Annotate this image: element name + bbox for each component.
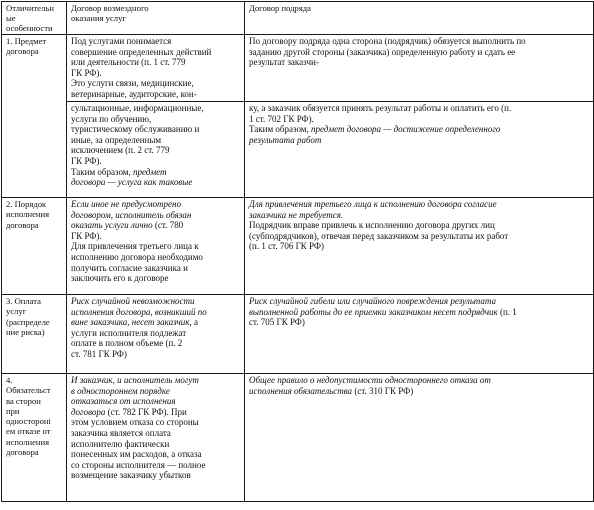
- cell-line: исполнению договора необходимо: [71, 251, 203, 262]
- cell-line-italic: договора — услуга как таковые: [71, 177, 193, 188]
- cell-work-subject-bottom: [245, 102, 594, 198]
- cell-line: Под услугами понимается: [71, 36, 172, 46]
- cell-line: ГК РФ).: [71, 67, 102, 78]
- table-row: [2, 295, 594, 374]
- row-label-subject: [2, 35, 67, 198]
- row-label-unilateral-refusal: [2, 374, 67, 502]
- cell-line: ст. 705 ГК РФ): [249, 317, 305, 328]
- cell-line: ГК РФ).: [71, 155, 102, 166]
- cell-line: туристическому обслуживанию и: [71, 124, 200, 135]
- cell-line: [71, 317, 241, 328]
- comparison-table: [1, 1, 594, 502]
- cell-line-italic: заказчика не требуется.: [249, 209, 344, 220]
- cell-line: исключением (п. 2 ст. 779: [71, 145, 170, 156]
- row-label-line: исполнения: [6, 436, 50, 447]
- cell-text: (ст. 310 ГК РФ): [352, 385, 414, 396]
- cell-line-italic: в одностороннем порядке: [71, 385, 170, 396]
- header-work-line: Договор подряда: [249, 3, 311, 13]
- cell-text: Таким образом,: [249, 124, 312, 135]
- cell-line: сультационные, информационные,: [71, 103, 204, 113]
- cell-text-italic: исполнения обязательства: [249, 385, 353, 396]
- row-label-line: 2. Порядок: [6, 199, 47, 209]
- cell-line: результат заказчи-: [249, 57, 319, 68]
- cell-text-italic: оказать услуги лично: [71, 220, 153, 231]
- cell-line: этом условием отказа со стороны: [71, 417, 199, 428]
- cell-line-italic: И заказчик, и исполнитель могут: [71, 375, 199, 385]
- table-row: [2, 198, 594, 295]
- cell-line: ку, а заказчик обязуется принять результат работы и оплатить его (п.: [249, 103, 512, 113]
- cell-services-subject-bottom: [67, 102, 245, 198]
- cell-line: возмещение заказчику убытков: [71, 470, 191, 481]
- document-page: [1, 1, 593, 508]
- cell-text: , а: [189, 317, 199, 328]
- cell-line: оплате в полном объеме (п. 2: [71, 338, 183, 349]
- row-label-line: 1. Предмет: [6, 36, 47, 46]
- row-label-payment: [2, 295, 67, 374]
- cell-text: Таким образом,: [71, 166, 134, 177]
- cell-line: 1 ст. 702 ГК РФ).: [249, 113, 314, 124]
- cell-line: заключить его к договоре: [71, 273, 169, 284]
- header-services-line: Договор возмездного: [71, 3, 149, 13]
- cell-line-italic: договором, исполнитель обязан: [71, 209, 192, 220]
- header-features-line: Отличительн: [6, 3, 54, 13]
- cell-line-italic: исполнения договора, возникший по: [71, 306, 207, 317]
- cell-line-italic: Если иное не предусмотрено: [71, 199, 181, 209]
- cell-line: иные, за определенным: [71, 134, 162, 145]
- cell-line: получить согласие заказчика и: [71, 262, 188, 273]
- cell-line: совершение определенных действий: [71, 46, 212, 57]
- row-label-line: при: [6, 405, 20, 416]
- cell-text-italic: вине заказчика, несет заказчик: [71, 317, 190, 328]
- cell-text-italic: предмет договора — достижение определенного: [311, 124, 501, 135]
- cell-line: [71, 220, 241, 231]
- cell-services-performance: [67, 198, 245, 295]
- row-label-line: ем отказе от: [6, 426, 51, 437]
- header-services-contract: [67, 2, 245, 35]
- header-services-line: оказания услуг: [71, 13, 126, 23]
- cell-text: (ст. 782 ГК РФ). При: [105, 406, 187, 417]
- row-label-line: договора: [6, 46, 39, 57]
- row-label-line: одностороні: [6, 416, 51, 427]
- cell-line-italic: Риск случайной невозможности: [71, 296, 195, 306]
- table-row: [2, 35, 594, 102]
- cell-line-italic: Общее правило о недопустимости одностороннего отказа от: [249, 375, 491, 385]
- cell-line: [71, 167, 241, 178]
- row-label-line: услуг: [6, 306, 27, 317]
- cell-services-subject-top: [67, 35, 245, 102]
- cell-line: или деятельности (п. 1 ст. 779: [71, 57, 186, 68]
- cell-line: [249, 307, 590, 318]
- cell-line: (п. 1 ст. 706 ГК РФ): [249, 241, 324, 252]
- cell-line-italic: Для привлечения третьего лица к исполнению договора согласие: [249, 199, 497, 209]
- table-row: [2, 374, 594, 502]
- cell-line: [71, 407, 241, 418]
- cell-line: исполнителю фактически: [71, 438, 170, 449]
- cell-line-italic: результата работ: [249, 134, 322, 145]
- header-features-line: особенности: [6, 23, 53, 33]
- cell-line: понесенных им расходов, а отказа: [71, 449, 202, 460]
- row-label-line: Обязательст: [6, 385, 51, 396]
- row-label-line: ние риска): [6, 326, 45, 337]
- cell-line: ветеринарные, аудиторские, кон-: [71, 88, 197, 99]
- cell-line: ГК РФ).: [71, 230, 102, 241]
- row-label-line: договора: [6, 447, 39, 458]
- cell-work-subject-top: [245, 35, 594, 102]
- row-label-line: 3. Оплата: [6, 296, 41, 306]
- cell-line-italic: отказаться от исполнения: [71, 396, 176, 407]
- cell-line: со стороны исполнителя — полное: [71, 459, 206, 470]
- cell-line: заказчика является оплата: [71, 427, 171, 438]
- cell-line: Для привлечения третьего лица к: [71, 241, 199, 252]
- table-row: [2, 102, 594, 198]
- cell-line: заданию другой стороны (заказчика) определенную работу и сдать ее: [249, 46, 516, 57]
- cell-text: (п. 1: [497, 306, 517, 317]
- row-label-performance: [2, 198, 67, 295]
- cell-work-performance: [245, 198, 594, 295]
- cell-text: (ст. 780: [152, 220, 184, 231]
- row-label-line: ва сторон: [6, 395, 41, 406]
- row-label-line: 4.: [6, 375, 13, 385]
- cell-line-italic: Риск случайной гибели или случайного повреждения результата: [249, 296, 497, 306]
- cell-line: Это услуги связи, медицинские,: [71, 78, 194, 89]
- cell-line: [249, 386, 590, 397]
- cell-work-refusal: [245, 374, 594, 502]
- row-label-line: исполнения: [6, 209, 50, 220]
- cell-services-refusal: [67, 374, 245, 502]
- row-label-line: договора: [6, 219, 39, 230]
- cell-services-payment: [67, 295, 245, 374]
- cell-line: Подрядчик вправе привлечь к исполнению договора других лиц: [249, 220, 495, 231]
- cell-line: ст. 781 ГК РФ): [71, 348, 127, 359]
- header-work-contract: [245, 2, 594, 35]
- cell-text-italic: договора: [71, 406, 106, 417]
- table-header-row: [2, 2, 594, 35]
- cell-work-payment: [245, 295, 594, 374]
- cell-line: (субподрядчиков), отвечая перед заказчиком за результаты их работ: [249, 230, 509, 241]
- cell-line: услуги по обучению,: [71, 113, 152, 124]
- row-label-line: (распределе: [6, 316, 50, 327]
- cell-text-italic: предмет: [133, 166, 167, 177]
- cell-line: услуги исполнителя подлежат: [71, 327, 187, 338]
- cell-line: По договору подряда одна сторона (подрядчик) обязуется выполнить по: [249, 36, 526, 46]
- cell-text-italic: выполненной работы до ее приемки заказчиком несет подрядчик: [249, 306, 498, 317]
- cell-line: [249, 124, 590, 135]
- header-features: [2, 2, 67, 35]
- header-features-line: ые: [6, 13, 16, 23]
